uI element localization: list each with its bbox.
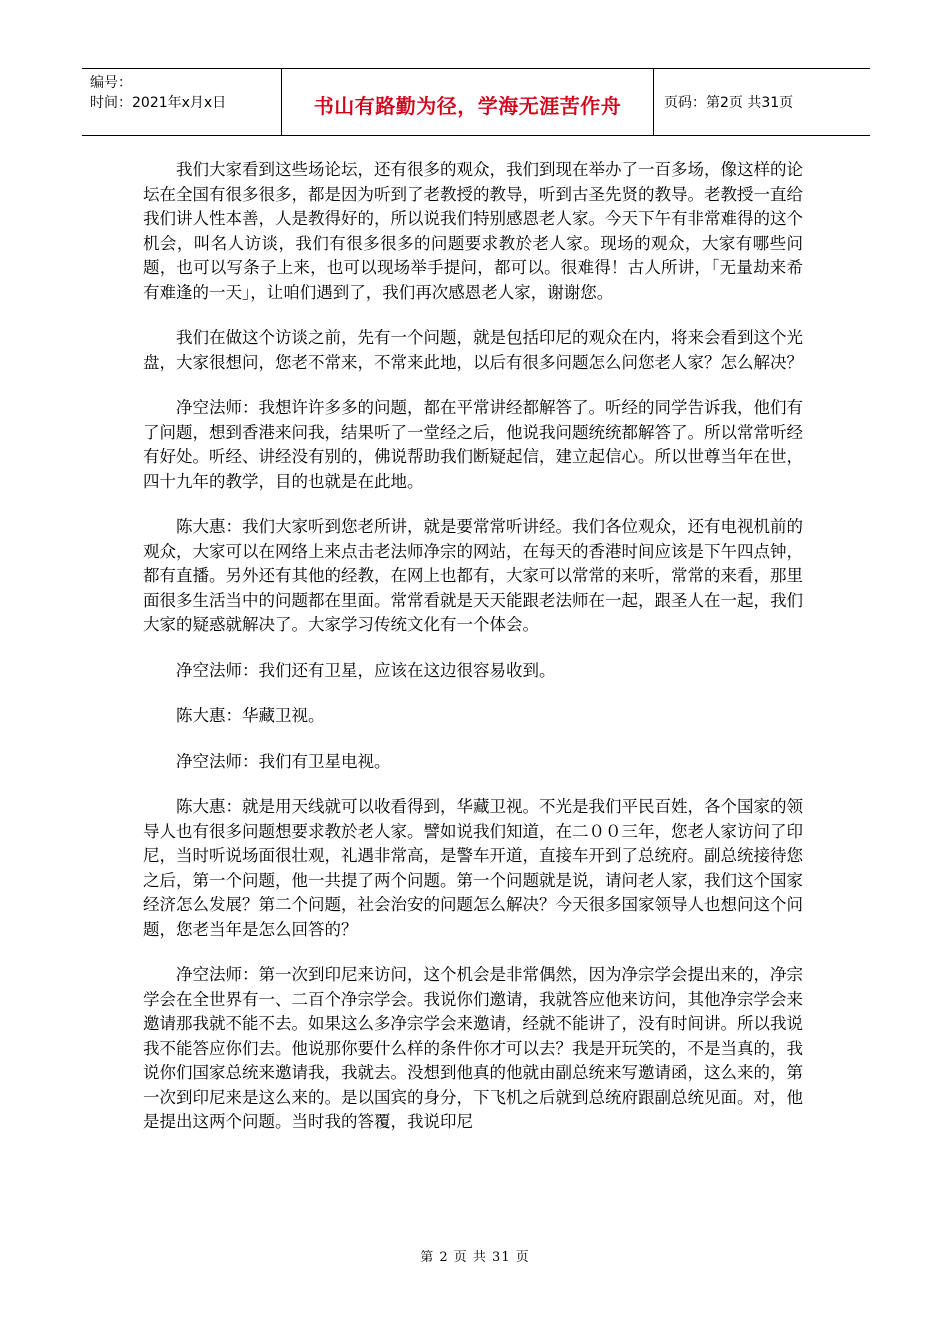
document-body bbox=[143, 158, 803, 1156]
header-motto: 书山有路勤为径，学海无涯苦作舟 bbox=[313, 93, 622, 118]
paragraph: 我们在做这个访谈之前，先有一个问题，就是包括印尼的观众在内，将来会看到这个光盘，大家很想问，您老不常来，不常来此地，以后有很多问题怎么问您老人家？怎么解决？ bbox=[143, 328, 803, 372]
document-date: 时间：2021年x月x日 bbox=[90, 95, 227, 111]
paragraph: 我们大家看到这些场论坛，还有很多的观众，我们到现在举办了一百多场，像这样的论坛在全国有很多很多，都是因为听到了老教授的教导，听到古圣先贤的教导。老教授一直给我们讲人性本善，人是教得好的，所以说我们特别感恩老人家。今天下午有非常难得的这个机会，叫名人访谈，我们有很多很多的问题要求教於老人家。现场的观众，大家有哪些问题，也可以写条子上来，也可以现场举手提问，都可以。很难得！古人所讲，「无量劫来希有难逢的一天」，让咱们遇到了，我们再次感恩老人家，谢谢您。 bbox=[143, 160, 803, 302]
paragraph: 净空法师：第一次到印尼来访问，这个机会是非常偶然，因为净宗学会提出来的，净宗学会在全世界有一、二百个净宗学会。我说你们邀请，我就答应他来访问，其他净宗学会来邀请那我就不能不去。如果这么多净宗学会来邀请，经就不能讲了，没有时间讲。所以我说我不能答应你们去。他说那你要什么样的条件你才可以去？我是开玩笑的，不是当真的，我说你们国家总统来邀请我，我就去。没想到他真的他就由副总统来写邀请函，这么来的，第一次到印尼来是这么来的。是以国宾的身分，下飞机之后就到总统府跟副总统见面。对，他是提出这两个问题。当时我的答覆，我说印尼 bbox=[143, 965, 803, 1131]
paragraph: 陈大惠：华藏卫视。 bbox=[176, 706, 325, 725]
header-meta-cell bbox=[82, 69, 282, 135]
header-page-cell bbox=[654, 69, 870, 135]
page-header bbox=[82, 68, 870, 136]
document-number-label: 编号： bbox=[90, 75, 132, 91]
header-motto-cell bbox=[282, 69, 654, 135]
paragraph: 净空法师：我想许许多多的问题，都在平常讲经都解答了。听经的同学告诉我，他们有了问题，想到香港来问我，结果听了一堂经之后，他说我问题统统都解答了。所以常常听经有好处。听经、讲经没有别的，佛说帮助我们断疑起信，建立起信心。所以世尊当年在世，四十九年的教学，目的也就是在此地。 bbox=[143, 398, 803, 491]
paragraph: 净空法师：我们有卫星电视。 bbox=[176, 751, 391, 771]
paragraph: 陈大惠：就是用天线就可以收看得到，华藏卫视。不光是我们平民百姓，各个国家的领导人也有很多问题想要求教於老人家。譬如说我们知道，在二００三年，您老人家访问了印尼，当时听说场面很壮观，礼遇非常高，是警车开道，直接车开到了总统府。副总统接待您之后，第一个问题，他一共提了两个问题。第一个问题就是说，请问老人家，我们这个国家经济怎么发展？第二个问题，社会治安的问题怎么解决？今天很多国家领导人也想问这个问题，您老当年是怎么回答的？ bbox=[143, 797, 803, 939]
header-page-info: 页码：第2页 共31页 bbox=[664, 95, 794, 111]
page-footer: 第 2 页 共 31 页 bbox=[420, 1250, 530, 1265]
paragraph: 净空法师：我们还有卫星，应该在这边很容易收到。 bbox=[176, 660, 556, 680]
paragraph: 陈大惠：我们大家听到您老所讲，就是要常常听讲经。我们各位观众，还有电视机前的观众，大家可以在网络上来点击老法师净宗的网站，在每天的香港时间应该是下午四点钟，都有直播。另外还有其他的经教，在网上也都有，大家可以常常的来听，常常的来看，那里面很多生活当中的问题都在里面。常常看就是天天能跟老法师在一起，跟圣人在一起，我们大家的疑惑就解决了。大家学习传统文化有一个体会。 bbox=[143, 517, 803, 634]
